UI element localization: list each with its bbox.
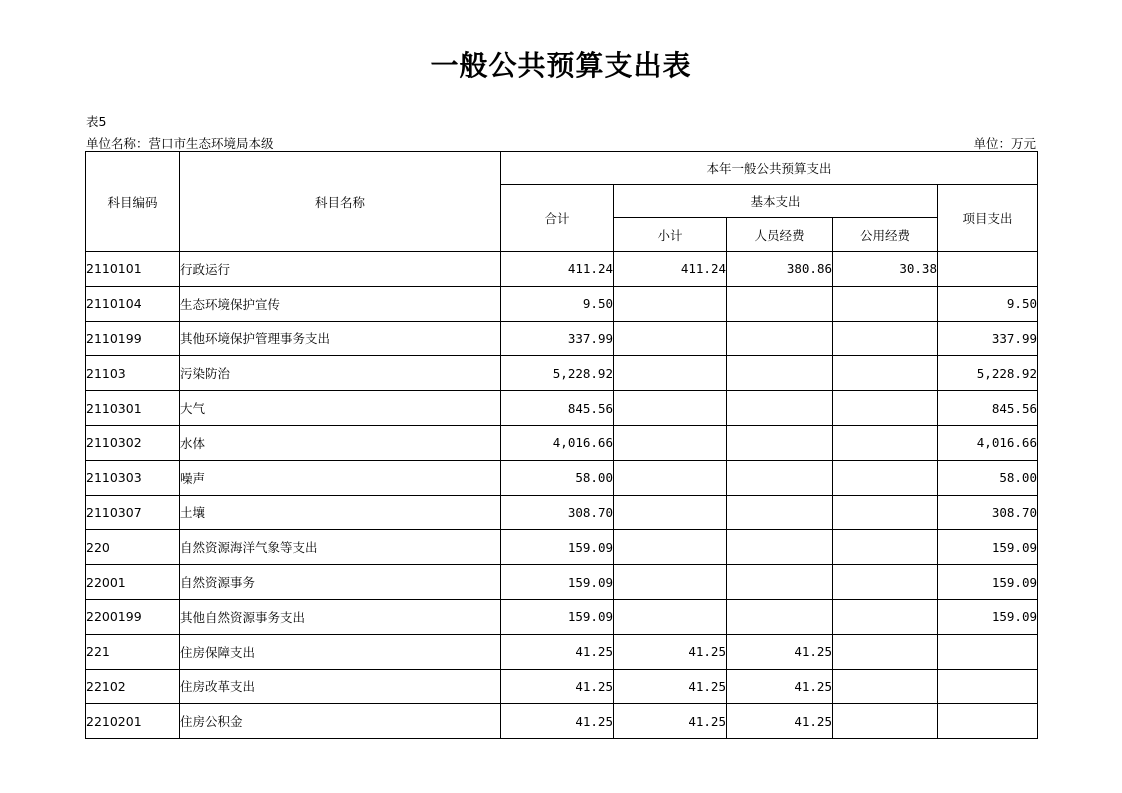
cell-code: 2110307 <box>86 495 180 530</box>
cell-personnel: 41.25 <box>727 704 833 739</box>
cell-code: 2210201 <box>86 704 180 739</box>
cell-code: 2110303 <box>86 460 180 495</box>
cell-code: 220 <box>86 530 180 565</box>
header-name: 科目名称 <box>180 152 501 252</box>
cell-personnel <box>727 286 833 321</box>
cell-subtotal <box>614 286 727 321</box>
cell-public <box>833 460 938 495</box>
table-row <box>86 391 1038 426</box>
cell-project <box>938 704 1038 739</box>
cell-name: 生态环境保护宣传 <box>180 286 501 321</box>
cell-subtotal <box>614 356 727 391</box>
cell-subtotal: 41.25 <box>614 669 727 704</box>
table-row <box>86 704 1038 739</box>
table-row <box>86 425 1038 460</box>
cell-personnel <box>727 565 833 600</box>
table-row <box>86 252 1038 287</box>
cell-code: 2110302 <box>86 425 180 460</box>
cell-personnel <box>727 530 833 565</box>
cell-total: 9.50 <box>501 286 614 321</box>
table-number: 表5 <box>86 114 107 129</box>
cell-total: 308.70 <box>501 495 614 530</box>
table-row <box>86 565 1038 600</box>
cell-public <box>833 530 938 565</box>
table-row <box>86 321 1038 356</box>
cell-project: 4,016.66 <box>938 425 1038 460</box>
cell-personnel <box>727 391 833 426</box>
cell-code: 22001 <box>86 565 180 600</box>
cell-public <box>833 704 938 739</box>
cell-total: 4,016.66 <box>501 425 614 460</box>
cell-personnel: 380.86 <box>727 252 833 287</box>
cell-total: 58.00 <box>501 460 614 495</box>
header-code: 科目编码 <box>86 152 180 252</box>
cell-code: 2110101 <box>86 252 180 287</box>
cell-personnel <box>727 425 833 460</box>
cell-subtotal: 41.25 <box>614 634 727 669</box>
cell-name: 行政运行 <box>180 252 501 287</box>
cell-project: 159.09 <box>938 565 1038 600</box>
cell-subtotal <box>614 599 727 634</box>
cell-project <box>938 634 1038 669</box>
table-row <box>86 634 1038 669</box>
cell-name: 住房保障支出 <box>180 634 501 669</box>
cell-public <box>833 286 938 321</box>
header-project: 项目支出 <box>938 185 1038 252</box>
cell-personnel <box>727 356 833 391</box>
cell-public <box>833 425 938 460</box>
cell-code: 2110104 <box>86 286 180 321</box>
cell-name: 住房公积金 <box>180 704 501 739</box>
cell-total: 159.09 <box>501 565 614 600</box>
cell-name: 污染防治 <box>180 356 501 391</box>
cell-project: 58.00 <box>938 460 1038 495</box>
cell-subtotal: 411.24 <box>614 252 727 287</box>
table-row <box>86 669 1038 704</box>
cell-project: 337.99 <box>938 321 1038 356</box>
currency-unit: 单位：万元 <box>973 136 1036 151</box>
cell-public <box>833 321 938 356</box>
cell-total: 41.25 <box>501 704 614 739</box>
cell-subtotal <box>614 495 727 530</box>
cell-total: 5,228.92 <box>501 356 614 391</box>
cell-code: 221 <box>86 634 180 669</box>
cell-project <box>938 669 1038 704</box>
cell-subtotal <box>614 391 727 426</box>
cell-name: 噪声 <box>180 460 501 495</box>
cell-name: 其他自然资源事务支出 <box>180 599 501 634</box>
cell-name: 自然资源事务 <box>180 565 501 600</box>
cell-public <box>833 599 938 634</box>
cell-project: 159.09 <box>938 599 1038 634</box>
table-row <box>86 530 1038 565</box>
cell-total: 411.24 <box>501 252 614 287</box>
cell-public <box>833 669 938 704</box>
cell-name: 住房改革支出 <box>180 669 501 704</box>
cell-code: 2200199 <box>86 599 180 634</box>
cell-total: 159.09 <box>501 530 614 565</box>
cell-public <box>833 356 938 391</box>
cell-name: 其他环境保护管理事务支出 <box>180 321 501 356</box>
cell-project <box>938 252 1038 287</box>
cell-personnel <box>727 599 833 634</box>
cell-project: 845.56 <box>938 391 1038 426</box>
header-personnel: 人员经费 <box>727 218 833 252</box>
header-group: 本年一般公共预算支出 <box>501 152 1038 185</box>
table-row <box>86 460 1038 495</box>
cell-public: 30.38 <box>833 252 938 287</box>
cell-subtotal <box>614 530 727 565</box>
cell-project: 5,228.92 <box>938 356 1038 391</box>
header-public: 公用经费 <box>833 218 938 252</box>
cell-code: 22102 <box>86 669 180 704</box>
table-body <box>86 252 1038 739</box>
cell-name: 水体 <box>180 425 501 460</box>
cell-name: 自然资源海洋气象等支出 <box>180 530 501 565</box>
cell-total: 845.56 <box>501 391 614 426</box>
header-total: 合计 <box>501 185 614 252</box>
cell-project: 159.09 <box>938 530 1038 565</box>
header-basic: 基本支出 <box>614 185 938 218</box>
cell-personnel: 41.25 <box>727 669 833 704</box>
table-row <box>86 356 1038 391</box>
cell-subtotal <box>614 565 727 600</box>
cell-subtotal <box>614 321 727 356</box>
cell-total: 41.25 <box>501 634 614 669</box>
header-subtotal: 小计 <box>614 218 727 252</box>
budget-expenditure-table <box>85 151 1038 739</box>
cell-public <box>833 565 938 600</box>
cell-personnel <box>727 321 833 356</box>
table-row <box>86 286 1038 321</box>
cell-code: 2110301 <box>86 391 180 426</box>
cell-name: 大气 <box>180 391 501 426</box>
cell-subtotal: 41.25 <box>614 704 727 739</box>
cell-public <box>833 391 938 426</box>
cell-code: 21103 <box>86 356 180 391</box>
table-row <box>86 599 1038 634</box>
table-row <box>86 495 1038 530</box>
cell-subtotal <box>614 425 727 460</box>
cell-total: 159.09 <box>501 599 614 634</box>
cell-code: 2110199 <box>86 321 180 356</box>
cell-project: 308.70 <box>938 495 1038 530</box>
cell-personnel <box>727 460 833 495</box>
cell-total: 337.99 <box>501 321 614 356</box>
cell-personnel: 41.25 <box>727 634 833 669</box>
cell-subtotal <box>614 460 727 495</box>
page-title: 一般公共预算支出表 <box>430 49 692 82</box>
unit-name: 单位名称：营口市生态环境局本级 <box>86 136 274 151</box>
cell-total: 41.25 <box>501 669 614 704</box>
cell-public <box>833 634 938 669</box>
cell-project: 9.50 <box>938 286 1038 321</box>
cell-name: 土壤 <box>180 495 501 530</box>
cell-personnel <box>727 495 833 530</box>
cell-public <box>833 495 938 530</box>
